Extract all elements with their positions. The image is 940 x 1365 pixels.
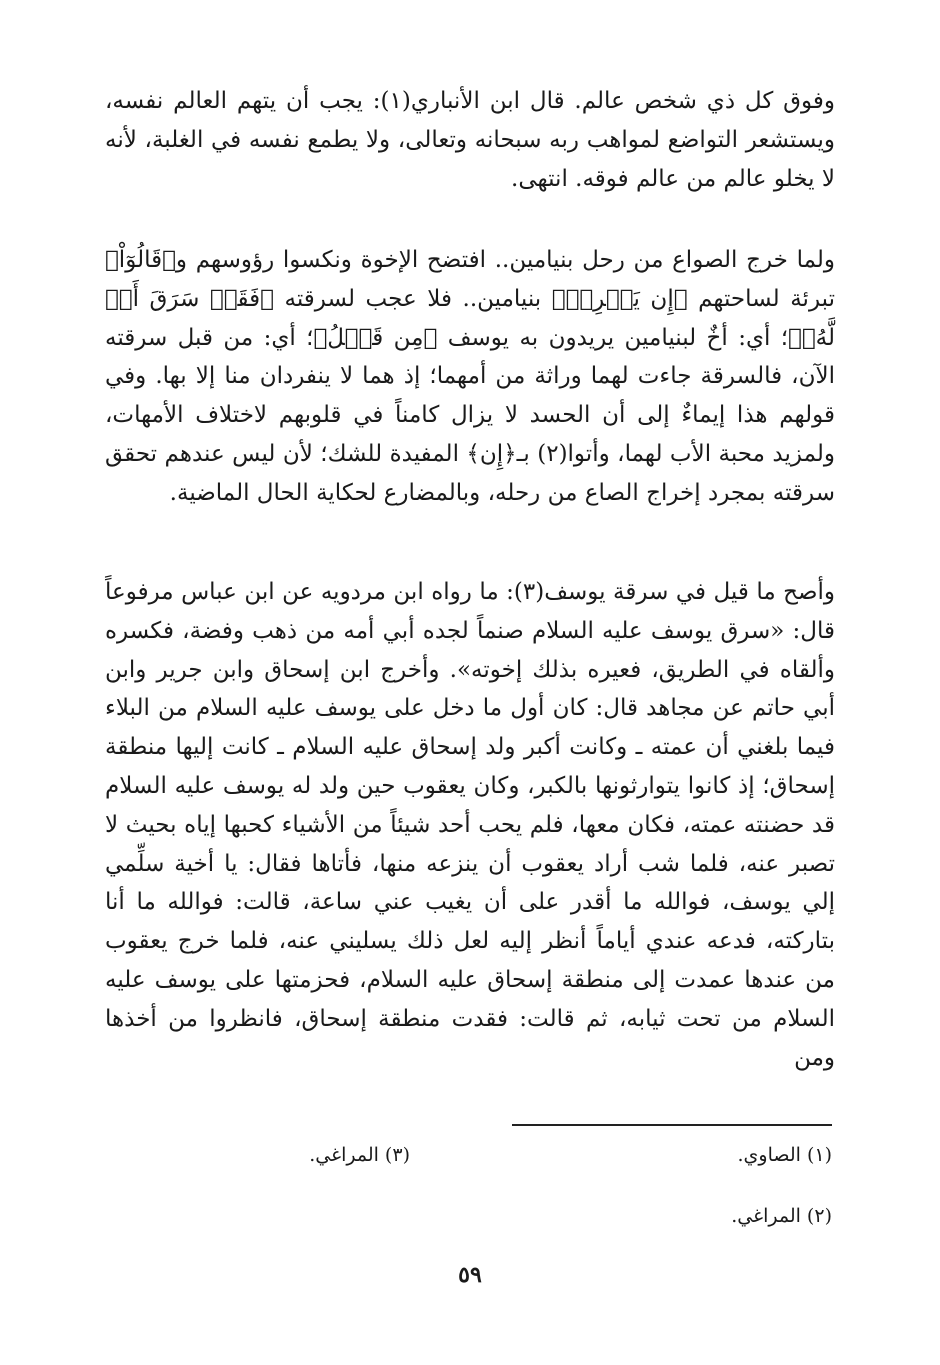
footnote-3: (٣) المراغي.	[309, 1144, 410, 1166]
paragraph-2: ولما خرج الصواع من رحل بنيامين.. افتضح الإخوة ونكسوا رؤوسهم و﴿قَالُوٓاْ﴾ تبرئة لساحتهم ﴿إِن يَسۡرِقۡ﴾ بنيامين.. فلا عجب لسرقته ﴿فَقَدۡ سَرَقَ أَخٞ لَّهُۥ﴾؛ أي: أخٌ لبنيامين يريدون به يوسف ﴿مِن قَبۡلُ﴾؛ أي: من قبل سرقته الآن، فالسرقة جاءت لهما وراثة من أمهما؛ إذ هما لا ينفردان منا إلا بها. وفي قولهم هذا إيماءٌ إلى أن الحسد لا يزال كامناً في قلوبهم لاختلاف الأمهات، ولمزيد محبة الأب لهما، وأتوا(٢) بـ﴿إِن﴾ المفيدة للشك؛ لأن ليس عندهم تحقق سرقته بمجرد إخراج الصاع من رحله، وبالمضارع لحكاية الحال الماضية.	[105, 247, 835, 506]
footnote-2: (٢) المراغي.	[731, 1205, 832, 1227]
paragraph-1: وفوق كل ذي شخص عالم. قال ابن الأنباري(١): يجب أن يتهم العالم نفسه، ويستشعر التواضع لمواهب ربه سبحانه وتعالى، ولا يطمع نفسه في الغلبة، لأنه لا يخلو عالم من عالم فوقه. انتهى.	[105, 88, 835, 192]
page-number: ٥٩	[458, 1262, 482, 1288]
paragraph-3: وأصح ما قيل في سرقة يوسف(٣): ما رواه ابن مردويه عن ابن عباس مرفوعاً قال: «سرق يوسف عليه السلام صنماً لجده أبي أمه من ذهب وفضة، فكسره وألقاه في الطريق، فعيره بذلك إخوته». وأخرج ابن إسحاق وابن جرير وابن أبي حاتم عن مجاهد قال: كان أول ما دخل على يوسف عليه السلام من البلاء فيما بلغني أن عمته ـ وكانت أكبر ولد إسحاق عليه السلام ـ كانت إليها منطقة إسحاق؛ إذ كانوا يتوارثونها بالكبر، وكان يعقوب حين ولد له يوسف عليه السلام قد حضنته عمته، فكان معها، فلم يحب أحد شيئاً من الأشياء كحبها إياه بحيث لا تصبر عنه، فلما شب أراد يعقوب أن ينزعه منها، فأتاها فقال: يا أخية سلِّمي إلي يوسف، فوالله ما أقدر على أن يغيب عني ساعة، قالت: فوالله ما أنا بتاركته، فدعه عندي أياماً أنظر إليه لعل ذلك يسليني عنه، فلما خرج يعقوب من عندها عمدت إلى منطقة إسحاق عليه السلام، فحزمتها على يوسف عليه السلام من تحت ثيابه، ثم قالت: فقدت منطقة إسحاق، فانظروا من أخذها ومن	[105, 579, 835, 1071]
footnote-separator	[512, 1124, 832, 1126]
footnote-1: (١) الصاوي.	[737, 1144, 832, 1166]
